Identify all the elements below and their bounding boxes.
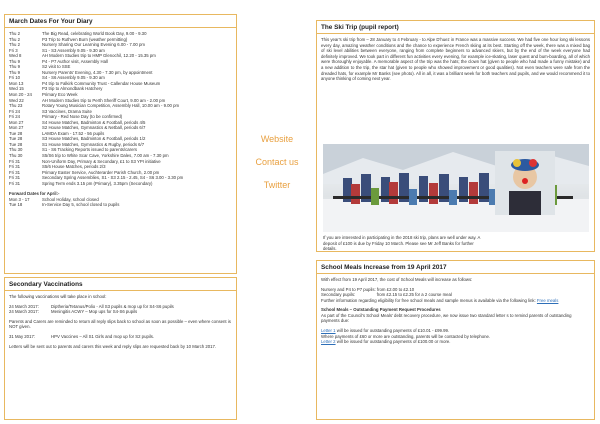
diary-entry-event: S1 - S3 Assembly 9.05 - 9.30 am: [42, 47, 105, 53]
ski-trip-interest: If you are interested in participating in the 2018 ski trip, plans are well under way. A deposit of £100 is due by Friday 10 March. Please see Mr Jeff Banks for further details.: [323, 235, 481, 252]
diary-entry-event: Primary Eco Week: [42, 92, 78, 98]
diary-entry: [9, 181, 232, 187]
forward-event: School Holiday, school closed: [42, 196, 99, 202]
vaccination-item: 24 March 2017: Diptheria/Tetanus/Polio - All S3 pupils & mop up for S4-S6 pupils: [9, 303, 174, 309]
diary-entry-event: S5/6 House Matches, periods 2/3: [42, 164, 106, 170]
diary-entry-date: Wed 8: [9, 53, 22, 59]
vaccinations-intro: The following vaccinations will take place in school:: [9, 294, 107, 299]
meals-intro: With effect from 19 April 2017, the cost of School Meals will increase as follows:: [321, 277, 473, 282]
diary-entry-date: Thu 30: [9, 153, 23, 159]
diary-entry-date: Mon 20 - 24: [9, 92, 32, 98]
forward-date-entry: [9, 202, 232, 208]
letter2-link[interactable]: Letter 2: [321, 339, 336, 345]
diary-entry-event: Non-Uniform Day, Primary & Secondary, £1 to S3 YPI initiative: [42, 158, 161, 164]
diary-entry-date: Thu 9: [9, 58, 20, 64]
clown-hat-photo-illustration: [495, 151, 555, 215]
diary-entry-date: Tue 28: [9, 130, 23, 136]
diary-entry-event: P4 - P7 Author visit, Assembly Hall: [42, 58, 108, 64]
diary-entry-event: AH Modern Studies trip to HMP Glenochil, 12.20 - 15.35 pm: [42, 53, 156, 59]
diary-entry-date: Fri 31: [9, 169, 20, 175]
diary-entry-event: Secondary Spring Assemblies, S1 - S3 2.15 - 2.45, S4 - S6 3.00 - 3.30 pm: [42, 175, 184, 181]
diary-entry-date: Thu 2: [9, 36, 20, 42]
diary-entry-date: Fri 31: [9, 175, 20, 181]
letter1-link[interactable]: Letter 1: [321, 328, 336, 334]
contact-link[interactable]: Contact us: [255, 157, 299, 167]
diary-entry-date: Tue 28: [9, 136, 23, 142]
meals-nursery-price: Nursery and P4 to P7 pupils: from £2.00 to £2.10: [321, 286, 415, 292]
diary-entry-date: Thu 2: [9, 42, 20, 48]
diary-entry-event: S4 - S6 Assembly 9.05 - 9.30 am: [42, 75, 105, 81]
diary-entry-event: S2 House Matches, Gymnastics & Netball, periods 6/7: [42, 125, 146, 131]
diary-entry-event: P3 trip to Almondbank Hatchery: [42, 86, 103, 92]
vaccination-item: 24 March 2017: Meningitis ACWY – Mop ups for S4-S6 pupils: [9, 309, 138, 315]
vaccination-item: 31 May 2017: HPV Vaccines – All S1 Girls and mop up for S2 pupils.: [9, 333, 155, 339]
diary-entry-event: S5/S6 trip to White Scar Cave, Yorkshire Dales, 7.00 am - 7.30 pm: [42, 153, 169, 159]
vaccinations-panel: [4, 277, 237, 420]
forward-date: Mon 3 - 17: [9, 196, 30, 202]
meals-debt-intro: As part of the Council's School Meals' debt recovery procedure, we now issue two standard letter s to remind parents of outstanding payments due:: [321, 312, 572, 324]
diary-entry-event: AH Modern Studies trip to Perth Sheriff Court, 9.00 am - 2.00 pm: [42, 97, 166, 103]
diary-entry-date: Thu 30: [9, 147, 23, 153]
diary-entry-event: S3 House Matches, Badminton & Football, periods 1/2: [42, 136, 146, 142]
diary-title: March Dates For Your Diary: [5, 15, 236, 28]
forward-dates-title: Forward Dates for April:-: [9, 191, 60, 197]
diary-entry-event: Spring Term ends 3.15 pm (Primary), 3.35pm (Secondary): [42, 180, 153, 186]
diary-entry-event: Nursery Parents' Evening, 4.30 - 7.30 pm, by appointment: [42, 69, 153, 75]
diary-entry-date: Mon 27: [9, 125, 24, 131]
diary-entry-event: Rotary Young Musician Competition, Assembly Hall, 10.00 am - 9.00 pm: [42, 103, 180, 109]
diary-entry-date: Fri 31: [9, 158, 20, 164]
letter1-line: Letter 1 will be issued for outstanding payments of £10.01 - £99.99.: [321, 328, 450, 334]
mr-banks-photo: [495, 151, 555, 215]
meals-secondary-price: Secondary pupils: from £2.15 to £2.25 for a 2 course meal: [321, 292, 452, 298]
diary-entry-date: Fri 31: [9, 164, 20, 170]
diary-panel: [4, 14, 237, 274]
twitter-link[interactable]: Twitter: [263, 180, 291, 190]
school-meals-title: School Meals Increase from 19 April 2017: [317, 261, 594, 274]
diary-entry-date: Thu 9: [9, 64, 20, 70]
diary-entry-date: Wed 15: [9, 86, 24, 92]
diary-entry-date: Tue 28: [9, 141, 23, 147]
forward-date: Tue 18: [9, 202, 23, 208]
letter2-line: Letter 2 will be issued for outstanding payments of £100.00 or more.: [321, 339, 451, 345]
diary-entry-date: Fri 24: [9, 114, 20, 120]
diary-entry-event: P3 Trip to Ruthven Burn (weather permitting): [42, 36, 128, 42]
letter-phone-note: Where payments of £60 or more are outstanding, parents will be contacted by telephone.: [321, 333, 491, 339]
diary-entry-date: Wed 22: [9, 97, 24, 103]
vaccinations-letters: Letters will be sent out to parents and carers this week and reply slips are requested back by 10 March 2017.: [9, 343, 217, 349]
diary-entry-event: Primary - Red Nose Day (to be confirmed): [42, 114, 123, 120]
vaccinations-title: Secondary Vaccinations: [5, 278, 236, 291]
meals-debt-title: School Meals – Outstanding Payment Request Procedures: [321, 307, 441, 313]
diary-entry-event: The Big Read, celebrating World Book Day, 9.00 - 9.30: [42, 31, 147, 36]
diary-entry-event: S4 House Matches, Badminton & Football, periods 4/5: [42, 119, 146, 125]
diary-entry-event: S1 - S6 Tracking Reports issued to parents/carers: [42, 147, 138, 153]
ski-trip-panel: [316, 20, 595, 252]
diary-entry-date: Mon 27: [9, 119, 24, 125]
meals-further-info: Further information regarding eligibility for free school meals and sample menus is available via the following link: Free meals: [321, 297, 559, 303]
diary-entry-date: Thu 9: [9, 69, 20, 75]
ski-trip-report: This year's ski trip from – 28 January to 4 February - to Alpe D'huez in France was a massive success. We had five one hour long ski lessons every day, amazing weather conditions and the chance to experience French skiing at its best. Starting off the week, there was a mixed bag of ski level abilities between everyone, ranging from complete beginners to advanced skiers, but by the end of the week everyone had definitely improved. We took part in different fun activities every evening, for example ice-skating, laser quest and bum-boarding, all of which were thoroughly enjoyable. A memorable aspect of the trip was the hats; the clown hat (given to people who had made a funny mistake) and a new addition to the trip, the star hat (given to people who showed improvement or good qualities). Not even teachers were safe from the dreaded hats, for example Mr Banks (see photo). All in all, it was a brilliant week for both teachers and pupils, and we would recommend it to anyone thinking of coming next year.: [321, 37, 590, 82]
forward-event: In-Service Day 5, school closed to pupils: [42, 202, 120, 208]
diary-entry-event: P4 trip to Falkirk Community Trust - Callendar House Museum: [42, 80, 161, 86]
website-link[interactable]: Website: [260, 134, 294, 144]
diary-entry-date: Fri 31: [9, 180, 20, 186]
diary-entry-date: Mon 13: [9, 80, 24, 86]
diary-entry-date: Fri 24: [9, 108, 20, 114]
free-meals-link[interactable]: Free meals: [536, 297, 559, 303]
diary-entry-date: Thu 2: [9, 31, 20, 36]
diary-entry-event: LAMDA Exam - 17.52 - 56 pupils: [42, 130, 105, 136]
diary-entry-event: Primary Easter Service, Auchterarder Parish Church, 2.00 pm: [42, 169, 160, 175]
diary-list: [5, 28, 236, 211]
diary-entry-event: S2 visit to SSE: [42, 64, 71, 70]
diary-entry-event: S3 Vaccines, Drama Suite: [42, 108, 92, 114]
school-meals-panel: [316, 260, 595, 420]
diary-entry-date: Thu 23: [9, 103, 23, 109]
ski-trip-title: The Ski Trip (pupil report): [317, 21, 594, 34]
diary-entry-event: S1 House Matches, Gymnastics & Rugby, periods 6/7: [42, 141, 145, 147]
diary-entry-date: Fri 10: [9, 75, 20, 81]
diary-entry-event: Nursery Sharing Our Learning Evening 6.00 - 7.00 pm: [42, 42, 145, 48]
diary-entry-date: Fri 3: [9, 47, 18, 53]
vaccinations-reminder: Parents and Carers are reminded to return all reply slips back to school as soon as possible – even where consent is NOT given.: [9, 318, 231, 330]
